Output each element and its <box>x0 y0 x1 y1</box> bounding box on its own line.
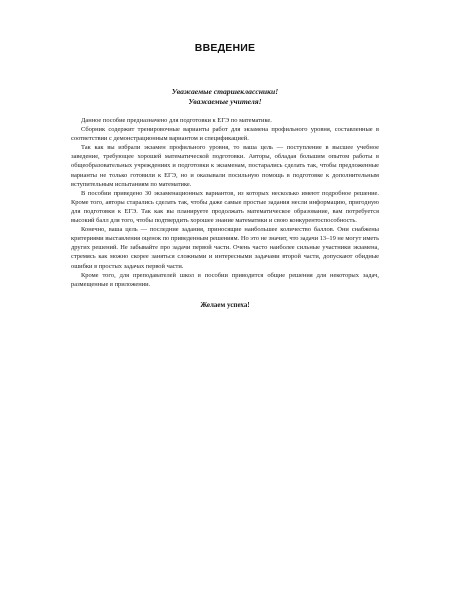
greeting-line-students: Уважаемые старшеклассники! <box>171 87 279 96</box>
greeting-block <box>71 87 379 107</box>
page-title: ВВЕДЕНИЕ <box>194 42 256 54</box>
paragraph: Так как вы избрали экзамен профильного уровня, то ваша цель — поступление в высшее учебное заведение, требующее хорошей математической подготовки. Авторы, обладая большим опытом работы в общеобразовательных учреждениях и подготовки к экзаменам, постарались сделать так, чтобы предложенные варианты не только готовили к ЕГЭ, но и оказывали посильную помощь в подготовке к дополнительным вступительным испытаниям по математике. <box>71 144 379 188</box>
body-text <box>71 116 379 289</box>
paragraph: Кроме того, для преподавателей школ в пособии приводится общие решения для некоторых задач, размещенные в приложении. <box>71 271 379 288</box>
greeting-line-teachers: Уважаемые учителя! <box>188 97 262 106</box>
paragraph: Данное пособие предназначено для подготовки к ЕГЭ по математике. <box>81 117 272 124</box>
paragraph: В пособии приведено 30 экзаменационных вариантов, из которых несколько имеют подробное решение. Кроме того, авторы старались сделать так, чтобы даже самые простые задания несли информацию, пригодную для подготовки к ЕГЭ. Так как вы планируете продолжать математическое образование, вам потребуется высокий балл для того, чтобы подтвердить хорошее знание математики и свою конкурентоспособность. <box>71 189 379 225</box>
closing-wish: Желаем успеха! <box>200 300 250 309</box>
paragraph: Сборник содержит тренировочные варианты работ для экзамена профильного уровня, составленные в соответствии с демонстрационным вариантом и спецификацией. <box>71 126 379 143</box>
paragraph: Конечно, ваша цель — последние задания, приносящие наибольшее количество баллов. Они снабжены критериями выставления оценок по приведенным решениям. Но это не значит, что задачи 13–19 не могут иметь других решений. Не забывайте про задачи первой части. Очень часто наиболее сильные участники экзамена, стремясь как можно скорее заняться сложными и интересными задачами второй части, допускают обидные ошибки в простых задачах первой части. <box>71 226 380 270</box>
